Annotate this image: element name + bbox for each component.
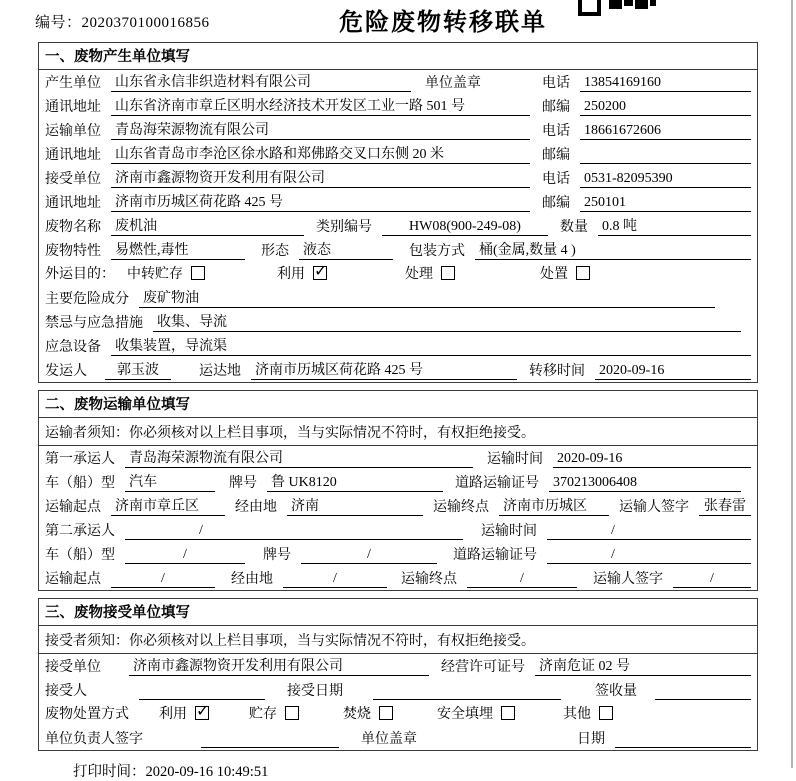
transporter-label: 运输单位 — [45, 124, 101, 139]
carrier2-row — [39, 518, 757, 542]
transporter-address-row — [39, 142, 757, 166]
transporter-phone-value: 18661672606 — [580, 122, 751, 140]
via-label: 经由地 — [231, 572, 273, 587]
vehicle-label: 车（船）型 — [45, 548, 115, 563]
hazard-value: 废矿物油 — [139, 290, 715, 308]
checkbox-disposal-incinerate — [379, 706, 393, 720]
plate1-value: 鲁 UK8120 — [267, 474, 443, 492]
receiver-label: 接受单位 — [45, 172, 101, 187]
waste-name-row — [39, 214, 757, 238]
accept-unit-label: 接受单位 — [45, 660, 101, 675]
acceptor-row — [39, 678, 757, 702]
equipment-label: 应急设备 — [45, 340, 101, 355]
option-label: 处置 — [540, 267, 568, 282]
producer-zip-value: 250200 — [580, 98, 751, 116]
transfer-time-value: 2020-09-16 — [595, 362, 751, 380]
responsible-sign-label: 单位负责人签字 — [45, 732, 143, 747]
via-label: 经由地 — [235, 500, 277, 515]
destination-value: 济南市历城区荷花路 425 号 — [251, 362, 517, 380]
option-label: 中转贮存 — [127, 267, 183, 282]
disposal-option-other — [563, 703, 613, 723]
responsible-sign-value — [201, 747, 339, 748]
category-label: 类别编号 — [316, 220, 372, 235]
plate2-value: / — [301, 546, 437, 564]
option-label: 利用 — [277, 267, 305, 282]
received-qty-value — [655, 699, 751, 700]
end1-value: 济南市历城区 — [499, 498, 609, 516]
receiver-phone-value: 0531-82095390 — [580, 170, 751, 188]
zip-label: 邮编 — [542, 148, 570, 163]
option-label: 处理 — [405, 267, 433, 282]
permit-value: 济南危证 02 号 — [535, 658, 751, 676]
vehicle1-row — [39, 470, 757, 494]
via2-value: / — [283, 570, 387, 588]
address-label: 通讯地址 — [45, 148, 101, 163]
shipper-row — [39, 358, 757, 382]
equipment-value: 收集装置，导流渠 — [111, 338, 751, 356]
unit-seal-label: 单位盖章 — [361, 732, 417, 747]
checkbox-storage — [191, 266, 205, 280]
checkbox-dispose — [576, 266, 590, 280]
checkbox-disposal-other — [599, 706, 613, 720]
purpose-option-treat — [405, 263, 455, 283]
route1-row — [39, 494, 757, 518]
receiver-row — [39, 166, 757, 190]
producer-address-row — [39, 94, 757, 118]
phone-label: 电话 — [542, 124, 570, 139]
unit-seal-label: 单位盖章 — [425, 76, 481, 91]
section2-header: 二、废物运输单位填写 — [39, 391, 757, 418]
form-value: 液态 — [299, 242, 393, 260]
option-label: 安全填埋 — [437, 707, 493, 722]
road-license2-value: / — [547, 546, 751, 564]
waste-name-label: 废物名称 — [45, 220, 101, 235]
checkbox-disposal-store — [285, 706, 299, 720]
producer-label: 产生单位 — [45, 76, 101, 91]
end-label: 运输终点 — [433, 500, 489, 515]
end2-value: / — [467, 570, 577, 588]
transporter-notice: 运输者须知：你必须核对以上栏目事项，当与实际情况不符时，有权拒绝接受。 — [39, 418, 757, 446]
vehicle2-value: / — [125, 546, 245, 564]
plate-label: 牌号 — [263, 548, 291, 563]
date-value — [615, 747, 751, 748]
disposal-label: 废物处置方式 — [45, 707, 129, 722]
waste-character-row — [39, 238, 757, 262]
address-label: 通讯地址 — [45, 196, 101, 211]
carrier-sign1-value: 张春雷 — [699, 498, 751, 516]
print-time-line — [73, 760, 758, 781]
road-license-label: 道路运输证号 — [455, 476, 539, 491]
vehicle-label: 车（船）型 — [45, 476, 115, 491]
disposal-option-landfill — [437, 703, 515, 723]
origin1-value: 济南市章丘区 — [111, 498, 225, 516]
page-edge-line — [791, 0, 793, 768]
transport-time2-value: / — [547, 522, 751, 540]
origin-label: 运输起点 — [45, 572, 101, 587]
section-producer — [38, 42, 758, 383]
producer-row — [39, 70, 757, 94]
serial-value: 2020370100016856 — [81, 15, 210, 31]
hazard-label: 主要危险成分 — [45, 292, 129, 307]
route2-row — [39, 566, 757, 590]
receiver-address-value: 济南市历城区荷花路 425 号 — [111, 194, 530, 212]
origin-label: 运输起点 — [45, 500, 101, 515]
page-title: 危险废物转移联单 — [339, 9, 547, 36]
disposal-option-store — [249, 703, 299, 723]
origin2-value: / — [111, 570, 215, 588]
transporter-value: 青岛海荣源物流有限公司 — [111, 122, 530, 140]
print-time-value: 2020-09-16 10:49:51 — [145, 764, 269, 780]
carrier2-label: 第二承运人 — [45, 524, 115, 539]
option-label: 其他 — [563, 707, 591, 722]
quantity-value: 0.8 吨 — [598, 218, 751, 236]
address-label: 通讯地址 — [45, 100, 101, 115]
accept-date-label: 接受日期 — [287, 684, 343, 699]
disposal-option-incinerate — [343, 703, 393, 723]
form-label: 形态 — [261, 244, 289, 259]
receiver-notice: 接受者须知：你必须核对以上栏目事项，当与实际情况不符时，有权拒绝接受。 — [39, 626, 757, 654]
road-license1-value: 370213006408 — [549, 474, 741, 492]
carrier1-row — [39, 446, 757, 470]
disposal-option-use — [159, 703, 209, 723]
section3-header: 三、废物接受单位填写 — [39, 599, 757, 626]
option-label: 利用 — [159, 707, 187, 722]
checkbox-treat — [441, 266, 455, 280]
via1-value: 济南 — [287, 498, 423, 516]
checkbox-disposal-landfill — [501, 706, 515, 720]
receiver-address-row — [39, 190, 757, 214]
transporter-zip-value — [580, 163, 751, 164]
category-value: HW08(900-249-08) — [382, 218, 548, 236]
producer-value: 山东省永信非织造材料有限公司 — [111, 74, 411, 92]
emergency-row — [39, 310, 757, 334]
accept-unit-value: 济南市鑫源物资开发利用有限公司 — [129, 658, 429, 676]
carrier1-value: 青岛海荣源物流有限公司 — [125, 450, 473, 468]
end-label: 运输终点 — [401, 572, 457, 587]
carrier-sign-label: 运输人签字 — [619, 500, 689, 515]
checkbox-use — [313, 266, 327, 280]
transporter-address-value: 山东省青岛市李沧区徐水路和郑佛路交叉口东侧 20 米 — [111, 146, 530, 164]
phone-label: 电话 — [542, 76, 570, 91]
carrier-sign-label: 运输人签字 — [593, 572, 663, 587]
accept-date-value — [373, 699, 561, 700]
carrier2-value: / — [125, 522, 463, 540]
vehicle1-value: 汽车 — [125, 474, 215, 492]
purpose-option-storage — [127, 263, 205, 283]
zip-label: 邮编 — [542, 196, 570, 211]
vehicle2-row — [39, 542, 757, 566]
purpose-option-use — [277, 263, 327, 283]
disposal-row — [39, 702, 757, 726]
transfer-form — [38, 42, 758, 781]
receiver-zip-value: 250101 — [580, 194, 751, 212]
carrier1-label: 第一承运人 — [45, 452, 115, 467]
option-label: 贮存 — [249, 707, 277, 722]
option-label: 焚烧 — [343, 707, 371, 722]
section-transporter — [38, 390, 758, 591]
date-label: 日期 — [577, 732, 605, 747]
road-license-label: 道路运输证号 — [453, 548, 537, 563]
transport-time-label: 运输时间 — [481, 524, 537, 539]
packaging-value: 桶(金属,数量 4 ) — [475, 242, 751, 260]
producer-phone-value: 13854169160 — [580, 74, 751, 92]
emergency-label: 禁忌与应急措施 — [45, 316, 143, 331]
character-value: 易燃性,毒性 — [111, 242, 245, 260]
transfer-time-label: 转移时间 — [529, 364, 585, 379]
acceptor-label: 接受人 — [45, 684, 87, 699]
section-receiver — [38, 598, 758, 751]
section1-header: 一、废物产生单位填写 — [39, 43, 757, 70]
shipper-label: 发运人 — [45, 364, 87, 379]
quantity-label: 数量 — [560, 220, 588, 235]
transport-time-label: 运输时间 — [487, 452, 543, 467]
received-qty-label: 签收量 — [595, 684, 637, 699]
responsible-sign-row — [39, 726, 757, 750]
zip-label: 邮编 — [542, 100, 570, 115]
serial-label: 编号： — [35, 15, 82, 31]
character-label: 废物特性 — [45, 244, 101, 259]
acceptor-value — [139, 699, 265, 700]
purpose-option-dispose — [540, 263, 590, 283]
emergency-value: 收集、导流 — [153, 314, 741, 332]
transporter-row — [39, 118, 757, 142]
producer-address-value: 山东省济南市章丘区明水经济技术开发区工业一路 501 号 — [111, 98, 530, 116]
checkbox-disposal-use — [195, 706, 209, 720]
destination-label: 运达地 — [199, 364, 241, 379]
purpose-label: 外运目的： — [45, 267, 115, 282]
waste-name-value: 废机油 — [111, 218, 304, 236]
shipper-value: 郭玉波 — [105, 362, 171, 380]
purpose-row — [39, 262, 757, 286]
equipment-row — [39, 334, 757, 358]
carrier-sign2-value: / — [673, 570, 751, 588]
print-time-label: 打印时间： — [73, 764, 146, 780]
hazard-row — [39, 286, 757, 310]
phone-label: 电话 — [542, 172, 570, 187]
permit-label: 经营许可证号 — [441, 660, 525, 675]
packaging-label: 包装方式 — [409, 244, 465, 259]
accept-unit-row — [39, 654, 757, 678]
receiver-value: 济南市鑫源物资开发利用有限公司 — [111, 170, 530, 188]
transport-time1-value: 2020-09-16 — [553, 450, 751, 468]
plate-label: 牌号 — [229, 476, 257, 491]
